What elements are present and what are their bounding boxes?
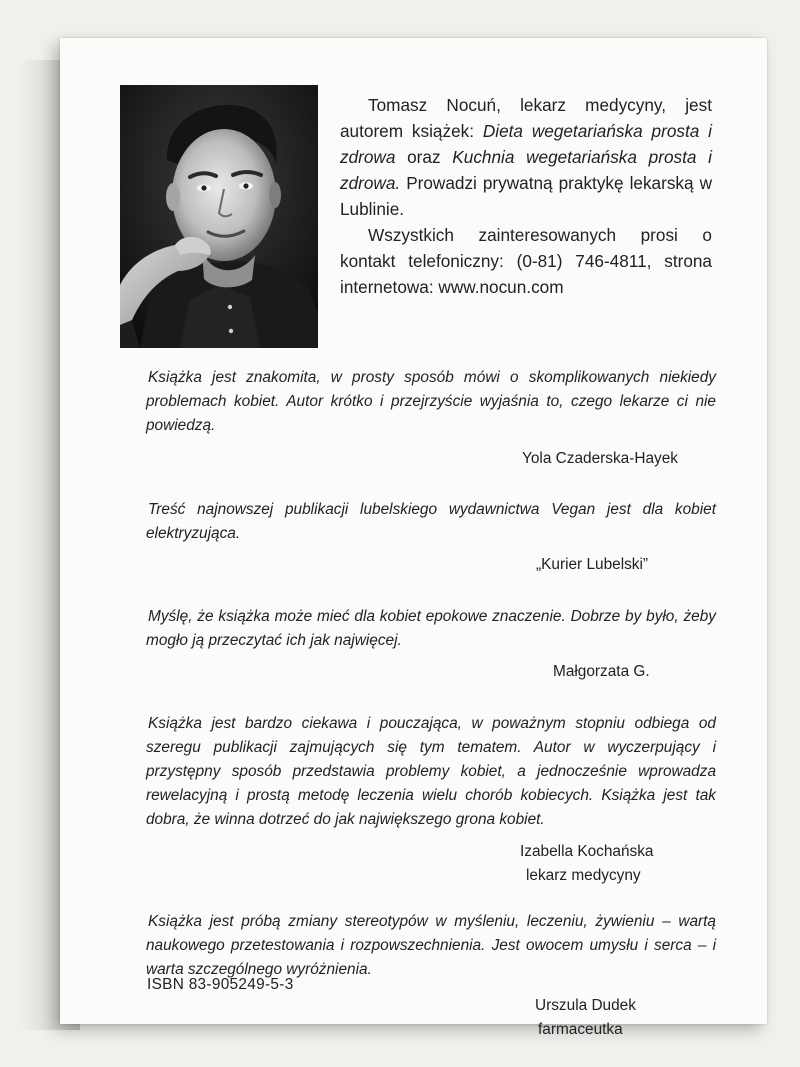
- review-author-role: lekarz medycyny: [526, 867, 641, 884]
- isbn: ISBN 83-905249-5-3: [147, 976, 294, 993]
- author-bio: [340, 92, 712, 300]
- bio-paragraph-2: Wszystkich zainteresowanych prosi o kontakt telefoniczny: (0-81) 746-4811, strona internetowa: www.nocun.com: [340, 225, 712, 297]
- review-quote: Książka jest bardzo ciekawa i pouczająca, w poważnym stopniu odbiega od szeregu publikacji zajmujących się tym tematem. Autor w wyczerpujący i przystępny sposób przedstawia problemy kobiet, a jednocześnie wprowadza rewelacyjną i prostą metodę leczenia wielu chorób kobiecych. Książka jest tak dobra, że winna dotrzeć do jak największego grona kobiet.: [146, 715, 716, 828]
- review: [146, 712, 716, 888]
- review: [146, 498, 716, 577]
- review-quote: Treść najnowszej publikacji lubelskiego wydawnictwa Vegan jest dla kobiet elektryzująca.: [146, 501, 716, 542]
- author-portrait-icon: [120, 85, 318, 348]
- review-author: „Kurier Lubelski”: [536, 556, 649, 573]
- book-title-2: Kuchnia wegetariańska prosta i zdrowa.: [340, 147, 712, 193]
- review: [146, 605, 716, 684]
- review-author: Izabella Kochańska: [520, 843, 654, 860]
- reviews-section: [146, 366, 716, 1042]
- review-quote: Książka jest znakomita, w prosty sposób mówi o skomplikowanych niekiedy problemach kobiet. Autor krótko i przejrzyście wyjaśnia to, czego lekarze ci nie powiedzą.: [146, 369, 716, 434]
- author-photo: [120, 85, 318, 348]
- review-author: Małgorzata G.: [553, 663, 650, 680]
- review: [146, 366, 716, 471]
- review-author-role: farmaceutka: [538, 1021, 623, 1038]
- book-title-1: Dieta wegetariańska prosta i zdrowa: [340, 121, 712, 167]
- review-author: Urszula Dudek: [535, 997, 636, 1014]
- review-quote: Książka jest próbą zmiany stereotypów w myśleniu, leczeniu, żywieniu – wartą naukowego przetestowania i rozpowszechnienia. Jest owocem umysłu i serca – i warta szczególnego wyróżnienia.: [146, 913, 716, 978]
- review-quote: Myślę, że książka może mieć dla kobiet epokowe znaczenie. Dobrze by było, żeby mogło ją przeczytać ich jak najwięcej.: [146, 608, 716, 649]
- bio-paragraph-1: Tomasz Nocuń, lekarz medycyny, jest autorem książek: Dieta wegetariańska prosta i zdrowa oraz Kuchnia wegetariańska prosta i zdrowa. Prowadzi prywatną praktykę lekarską w Lublinie.: [340, 95, 712, 219]
- review-author: Yola Czaderska-Hayek: [522, 450, 678, 467]
